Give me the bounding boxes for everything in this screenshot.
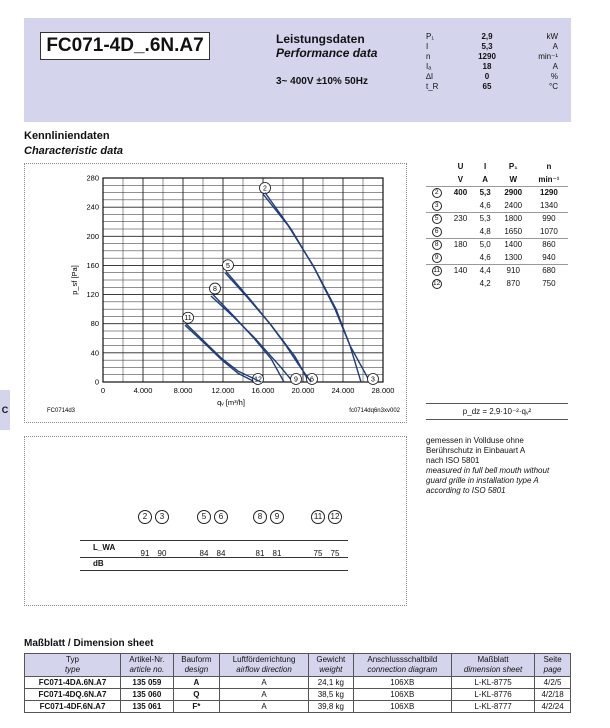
op-header-row: U I P₁ n	[457, 162, 552, 171]
char-title-de: Kennliniendaten	[24, 130, 110, 142]
x-tick-label: 4.000	[133, 386, 153, 395]
sound-point-marker: 5	[197, 510, 211, 524]
dimension-table	[24, 653, 571, 713]
y-tick-label: 200	[86, 231, 99, 241]
perf-row-n: n 1290 min⁻¹	[426, 52, 558, 61]
op-row: 8 180 5,0 1400 860	[426, 238, 568, 251]
sound-line-top	[80, 540, 348, 541]
chart-note-left: FC0714d3	[47, 408, 76, 414]
x-tick-label: 24.000	[331, 386, 355, 395]
perf-row-ia: Iₐ 18 A	[426, 62, 558, 71]
sound-point-marker: 11	[311, 510, 325, 524]
op-row: 2 400 5,3 2900 1290	[426, 186, 568, 199]
sound-line-bottom	[80, 570, 348, 571]
perf-row-i: I 5,3 A	[426, 42, 558, 51]
op-row: 3 4,6 2400 1340	[426, 199, 568, 212]
op-point-marker: 11	[433, 267, 441, 275]
characteristic-chart	[24, 163, 407, 423]
sound-line-mid	[80, 557, 348, 558]
char-title-en: Characteristic data	[24, 145, 124, 157]
chart-svg	[25, 164, 408, 424]
sound-point-marker: 6	[214, 510, 228, 524]
x-axis-label: qᵥ [m³/h]	[217, 398, 245, 407]
curve-label-11: 11	[184, 315, 192, 323]
sound-value: 81	[272, 549, 282, 558]
dim-row: FC071-4DQ.6N.A7 135 060 Q A 38,5 kg 106XB L-KL-8776 4/2/18	[25, 689, 571, 701]
y-tick-label: 40	[90, 348, 99, 358]
sound-value: 90	[157, 549, 167, 558]
y-tick-label: 280	[86, 173, 99, 183]
formula: p_dz = 2,9·10⁻²·qᵥ²	[426, 403, 568, 420]
dim-header-cell: Luftförderrichtung airflow direction	[220, 654, 309, 677]
op-point-marker: 3	[432, 201, 442, 211]
model-title: FC071-4D_.6N.A7	[40, 32, 210, 60]
op-row: 5 230 5,3 1800 990	[426, 212, 568, 225]
y-tick-label: 160	[86, 260, 99, 270]
dim-row: FC071-4DA.6N.A7 135 059 A A 24,1 kg 106XB L-KL-8775 4/2/5	[25, 677, 571, 689]
y-tick-label: 80	[90, 319, 99, 329]
op-row: 6 4,8 1650 1070	[426, 225, 568, 238]
measurement-note: gemessen in Vollduse ohne Berührschutz in Einbauart A nach ISO 5801 measured in full bell mouth without guard grille in installation type A according to ISO 5801	[426, 436, 550, 495]
curve-label-9: 9	[294, 376, 298, 384]
dim-header-cell: Typ type	[25, 654, 121, 677]
operating-point-table	[426, 160, 568, 290]
perf-row-p1: P₁ 2,9 kW	[426, 32, 558, 41]
chart-note-right: fc0714dq6n3xv002	[349, 408, 400, 414]
sound-value: 91	[140, 549, 150, 558]
curve-label-5: 5	[226, 262, 230, 270]
dim-header-cell: Maßblatt dimension sheet	[451, 654, 534, 677]
side-tab: C	[0, 390, 10, 430]
sound-value: 75	[330, 549, 340, 558]
curve-label-8: 8	[213, 286, 217, 294]
performance-title-en: Performance data	[276, 46, 378, 60]
sound-point-marker: 2	[138, 510, 152, 524]
op-unit-row: V A W min⁻¹	[457, 174, 560, 184]
perf-row-delta-i: ∆I 0 %	[426, 72, 558, 81]
sound-point-marker: 9	[270, 510, 284, 524]
dim-header-cell: Gewicht weight	[309, 654, 354, 677]
curve-label-2: 2	[263, 185, 267, 193]
y-axis-label: p_sf [Pa]	[70, 265, 79, 295]
sound-label-lwa: L_WA	[93, 543, 116, 552]
dimension-title: Maßblatt / Dimension sheet	[24, 638, 154, 649]
op-point-marker: 12	[433, 280, 441, 287]
sound-point-marker: 12	[328, 510, 342, 524]
y-tick-label: 0	[94, 377, 99, 387]
dim-header-cell: Anschlussschaltbild connection diagram	[353, 654, 451, 677]
dim-header-cell: Bauform design	[173, 654, 219, 677]
curve-2	[263, 194, 361, 382]
op-row: 11 140 4,4 910 680	[426, 264, 568, 277]
dim-row: FC071-4DF.6N.A7 135 061 F* A 39,8 kg 106XB L-KL-8777 4/2/24	[25, 701, 571, 713]
sound-value: 81	[255, 549, 265, 558]
dim-header-cell: Seite page	[535, 654, 571, 677]
op-point-marker: 6	[432, 227, 442, 237]
curve-label-3: 3	[371, 376, 375, 384]
op-point-marker: 9	[432, 253, 442, 263]
op-point-marker: 8	[432, 240, 442, 250]
curve-6	[225, 273, 309, 382]
voltage-spec: 3~ 400V ±10% 50Hz	[276, 76, 368, 87]
dim-header-cell: Artikel-Nr. article no.	[121, 654, 174, 677]
perf-row-tr: t_R 65 °C	[426, 82, 558, 91]
sound-value: 75	[313, 549, 323, 558]
op-row: 12 4,2 870 750	[433, 279, 556, 288]
sound-value: 84	[216, 549, 226, 558]
x-tick-label: 28.000	[371, 386, 395, 395]
curve-label-12: 12	[254, 376, 262, 384]
x-tick-label: 12.000	[211, 386, 235, 395]
performance-title-de: Leistungsdaten	[276, 32, 365, 46]
sound-label-db: dB	[93, 559, 104, 568]
x-tick-label: 8.000	[173, 386, 193, 395]
curve-label-6: 6	[310, 376, 314, 384]
op-row: 9 4,6 1300 940	[426, 251, 568, 264]
x-tick-label: 16.000	[251, 386, 275, 395]
x-tick-label: 20.000	[291, 386, 315, 395]
y-tick-label: 120	[86, 290, 99, 300]
sound-point-marker: 3	[155, 510, 169, 524]
y-tick-label: 240	[86, 202, 99, 212]
op-point-marker: 2	[432, 188, 442, 198]
sound-point-marker: 8	[253, 510, 267, 524]
sound-value: 84	[199, 549, 209, 558]
op-point-marker: 5	[432, 214, 442, 224]
x-tick-label: 0	[100, 386, 106, 395]
